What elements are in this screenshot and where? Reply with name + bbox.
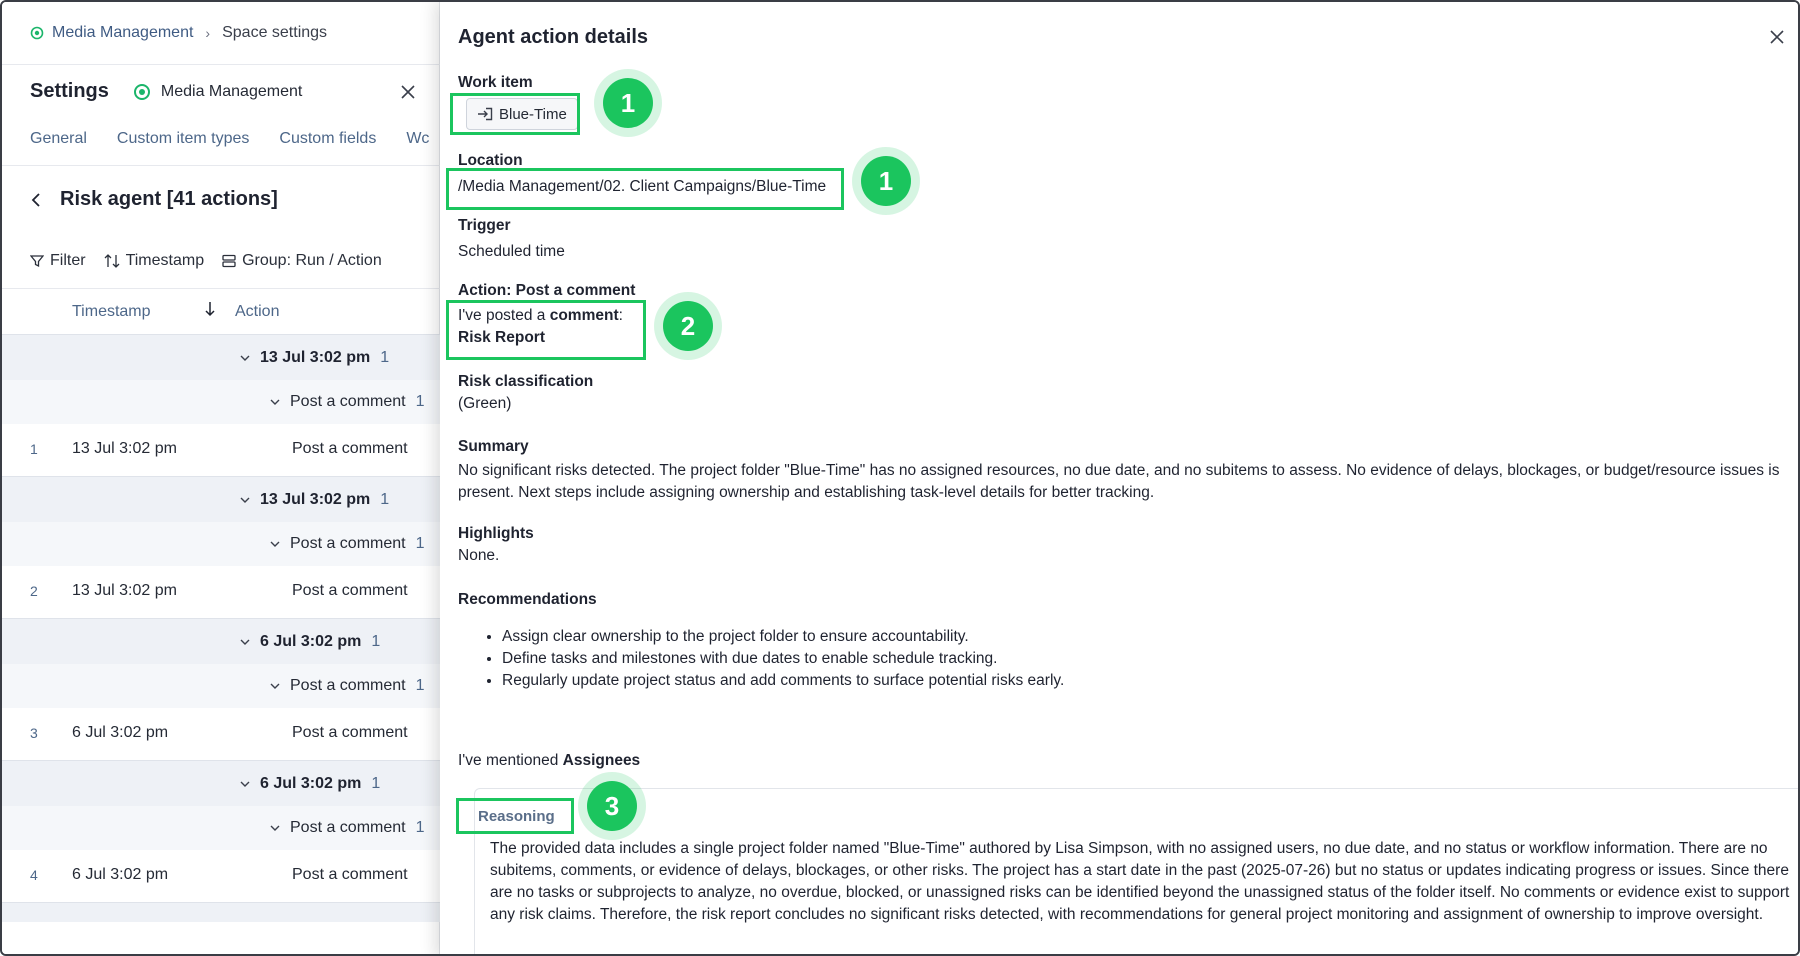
- badge-number: 2: [663, 301, 713, 351]
- group-date: 6 Jul 3:02 pm: [260, 775, 362, 792]
- chevron-down-icon: [270, 824, 280, 832]
- agent-header: [30, 188, 278, 211]
- annotation-badge-2: [654, 292, 722, 360]
- highlight-location: [446, 168, 844, 210]
- action-label: Action: Post a comment: [458, 282, 636, 299]
- chevron-down-icon: [270, 540, 280, 548]
- close-settings-icon[interactable]: [396, 80, 420, 104]
- badge-number: 1: [603, 78, 653, 128]
- row-timestamp: 13 Jul 3:02 pm: [72, 582, 177, 599]
- row-action: Post a comment: [292, 582, 408, 599]
- group-count: 1: [380, 349, 390, 366]
- work-item-label: Work item: [458, 74, 533, 91]
- summary-label: Summary: [458, 438, 529, 455]
- settings-panel: [2, 2, 440, 956]
- settings-header: [30, 80, 420, 103]
- row-action: Post a comment: [292, 724, 408, 741]
- group-label: Group: Run / Action: [242, 252, 382, 269]
- mentioned-bold: Assignees: [562, 752, 641, 769]
- column-action[interactable]: Action: [235, 302, 280, 320]
- list-item: • Assign clear ownership to the project folder to ensure accountability.: [502, 626, 1064, 648]
- filter-button[interactable]: [30, 252, 86, 270]
- badge-number: 3: [587, 781, 637, 831]
- sort-icon: [104, 253, 120, 269]
- filter-label: Filter: [50, 252, 86, 269]
- row-timestamp: 6 Jul 3:02 pm: [72, 866, 169, 883]
- settings-tabs: [30, 130, 459, 148]
- tab-general[interactable]: General: [30, 130, 87, 147]
- tab-workflows[interactable]: Wc: [406, 130, 430, 147]
- group-date: 6 Jul 3:02 pm: [260, 633, 362, 650]
- breadcrumb-space-link[interactable]: Media Management: [52, 24, 194, 41]
- table-row[interactable]: [2, 424, 440, 476]
- action-title: Risk Report: [458, 329, 545, 346]
- action-table: [2, 334, 440, 922]
- row-index: 3: [30, 725, 38, 741]
- close-icon[interactable]: [1766, 26, 1788, 48]
- run-group-row[interactable]: [2, 476, 440, 522]
- risk-classification-value: (Green): [458, 395, 512, 412]
- summary-text: No significant risks detected. The project folder "Blue-Time" has no assigned resources, no due date, and no subitems to assess. No evidence of delays, blockages, or budget/resource issues is present. Next steps include assigning ownership and establishing task-level details for better tracking.: [458, 462, 1780, 501]
- action-group-row[interactable]: [2, 806, 440, 850]
- action-group-count: 1: [415, 677, 425, 694]
- action-bold: comment: [549, 307, 619, 324]
- agent-title: Risk agent [41 actions]: [60, 188, 278, 210]
- location-label: Location: [458, 152, 523, 169]
- chevron-down-icon: [240, 496, 250, 504]
- breadcrumb: [30, 24, 327, 42]
- highlight-reasoning: [456, 798, 574, 834]
- table-row[interactable]: [2, 708, 440, 760]
- list-item: • Define tasks and milestones with due dates to enable schedule tracking.: [502, 648, 1064, 670]
- chevron-right-icon: ›: [205, 25, 211, 41]
- run-group-row[interactable]: [2, 902, 440, 922]
- tab-custom-fields[interactable]: Custom fields: [279, 130, 377, 147]
- row-index: 1: [30, 441, 38, 457]
- group-date: 13 Jul 3:02 pm: [260, 491, 371, 508]
- row-timestamp: 6 Jul 3:02 pm: [72, 724, 169, 741]
- group-date: 13 Jul 3:02 pm: [260, 349, 371, 366]
- action-group-count: 1: [415, 393, 425, 410]
- annotation-badge-1: [594, 69, 662, 137]
- risk-classification-label: Risk classification: [458, 373, 594, 390]
- action-prefix: I've posted a: [458, 307, 550, 324]
- settings-title: Settings: [30, 80, 109, 102]
- tab-custom-item-types[interactable]: Custom item types: [116, 130, 250, 147]
- annotation-badge-3: [578, 772, 646, 840]
- highlights-value: None.: [458, 547, 500, 564]
- action-group-label: Post a comment: [290, 677, 406, 694]
- row-index: 4: [30, 867, 38, 883]
- mentioned-prefix: I've mentioned: [458, 752, 563, 769]
- breadcrumb-current: Space settings: [222, 24, 328, 41]
- arrow-down-icon[interactable]: [204, 301, 216, 322]
- reasoning-text: The provided data includes a single project folder named "Blue-Time" authored by Lisa Simpson, with no assigned users, no due date, and no status or workflow information. There are no subitems, comments, or evidence of delays, blockages, or other risks. The project has a start date in the past (2025-07-26) but no status or updates indicating progress or issues. Since there are no tasks or subprojects to analyze, no overdue, blocked, or unassigned risks can be identified beyond the unassigned status of the folder itself. No comments or evidence exist to support any risk claims. Therefore, the risk report concludes no significant risks detected, with recommendations for general project monitoring and assignment of ownership to improve oversight.: [490, 840, 1790, 923]
- chevron-down-icon: [270, 398, 280, 406]
- highlights-label: Highlights: [458, 525, 534, 542]
- trigger-value: Scheduled time: [458, 243, 565, 260]
- toolbar: [30, 252, 400, 270]
- target-icon: [133, 83, 151, 101]
- group-count: 1: [371, 633, 381, 650]
- run-group-row[interactable]: [2, 618, 440, 664]
- target-icon: [30, 26, 44, 40]
- run-group-row[interactable]: [2, 334, 440, 380]
- recommendations-list: [502, 626, 1064, 692]
- table-header: [2, 288, 440, 334]
- row-index: 2: [30, 583, 38, 599]
- trigger-label: Trigger: [458, 217, 511, 234]
- group-icon: [222, 254, 236, 268]
- group-button[interactable]: [222, 252, 382, 270]
- highlight-action: [446, 300, 646, 360]
- timestamp-sort-button[interactable]: [104, 252, 205, 270]
- reasoning-toggle[interactable]: Reasoning: [478, 808, 555, 825]
- space-name: [133, 83, 302, 101]
- divider: [2, 64, 440, 65]
- action-group-count: 1: [415, 819, 425, 836]
- column-timestamp[interactable]: Timestamp: [72, 302, 151, 320]
- highlight-work-item: [450, 93, 580, 135]
- action-group-label: Post a comment: [290, 819, 406, 836]
- action-group-row[interactable]: [2, 522, 440, 566]
- list-item: • Regularly update project status and add comments to surface potential risks early.: [502, 670, 1064, 692]
- filter-icon: [30, 254, 44, 268]
- row-action: Post a comment: [292, 866, 408, 883]
- badge-number: 1: [861, 156, 911, 206]
- table-row[interactable]: [2, 850, 440, 902]
- table-row[interactable]: [2, 566, 440, 618]
- group-count: 1: [380, 491, 390, 508]
- row-action: Post a comment: [292, 440, 408, 457]
- recommendations-label: Recommendations: [458, 591, 597, 608]
- row-timestamp: 13 Jul 3:02 pm: [72, 440, 177, 457]
- timestamp-sort-label: Timestamp: [125, 252, 205, 269]
- action-suffix: :: [618, 307, 623, 324]
- panel-title: Agent action details: [458, 26, 649, 48]
- action-group-count: 1: [415, 535, 425, 552]
- work-item-name: Blue-Time: [499, 105, 567, 123]
- annotation-badge-1: [852, 147, 920, 215]
- chevron-down-icon: [240, 780, 250, 788]
- action-group-label: Post a comment: [290, 393, 406, 410]
- chevron-down-icon: [240, 638, 250, 646]
- chevron-down-icon: [240, 354, 250, 362]
- action-group-row[interactable]: [2, 380, 440, 424]
- mentioned-text: [458, 752, 640, 770]
- chevron-left-icon[interactable]: [30, 192, 42, 208]
- agent-action-details-panel: [440, 2, 1800, 956]
- divider: [2, 165, 440, 166]
- action-group-row[interactable]: [2, 664, 440, 708]
- chevron-down-icon: [270, 682, 280, 690]
- space-name-label: Media Management: [160, 82, 303, 100]
- group-count: 1: [371, 775, 381, 792]
- run-group-row[interactable]: [2, 760, 440, 806]
- location-path: /Media Management/02. Client Campaigns/Blue-Time: [458, 178, 827, 195]
- action-group-label: Post a comment: [290, 535, 406, 552]
